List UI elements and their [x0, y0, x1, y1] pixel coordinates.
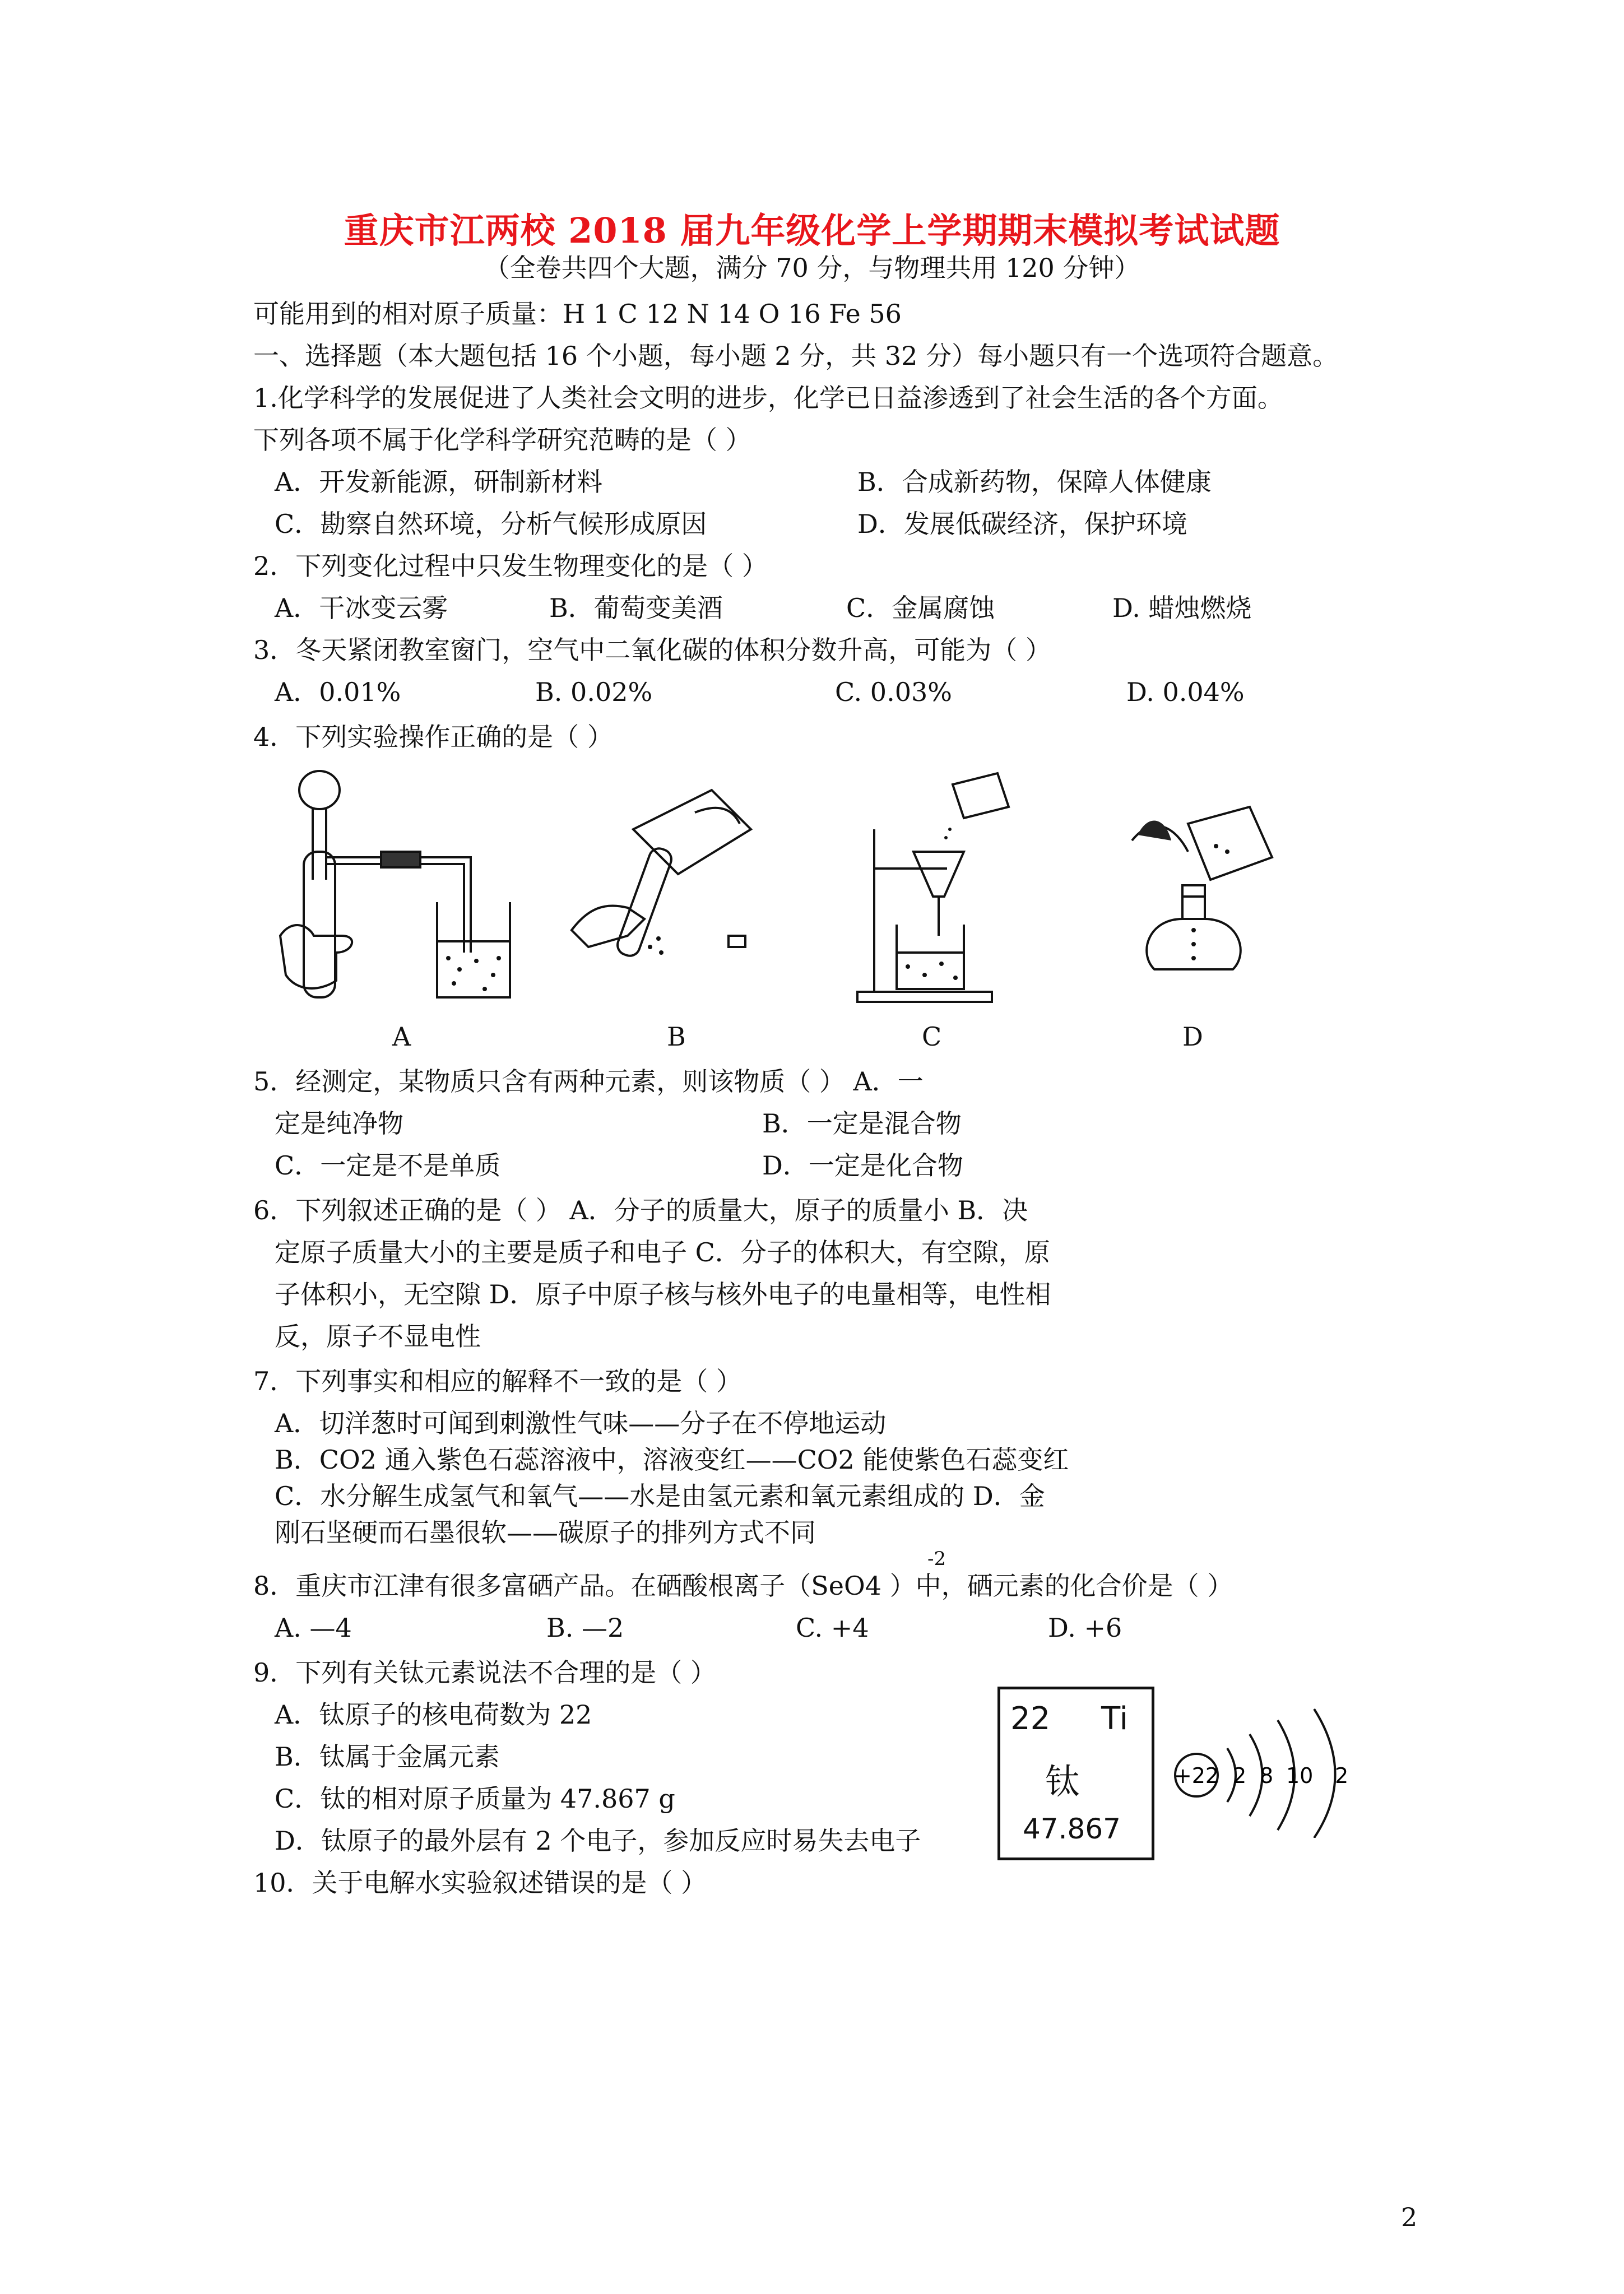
- q2-option-b: B．葡萄变美酒: [549, 593, 723, 623]
- q8-stem: 8．重庆市江津有很多富硒产品。在硒酸根离子（SeO4 ）中，硒元素的化合价是（ ）: [253, 1571, 1233, 1601]
- q6-line3: 子体积小，无空隙 D．原子中原子核与核外电子的电量相等，电性相: [275, 1279, 1051, 1309]
- figure-b-pouring-liquid: [566, 768, 790, 1009]
- q3-option-b: B. 0.02%: [535, 677, 653, 707]
- q6-line2: 定原子质量大小的主要是质子和电子 C．分子的体积大，有空隙，原: [275, 1237, 1050, 1267]
- q7-option-c: C．水分解生成氢气和氧气——水是由氢元素和氧元素组成的 D．金: [275, 1481, 1045, 1511]
- element-name: 钛: [1045, 1761, 1080, 1802]
- q8-option-c: C. +4: [796, 1613, 869, 1643]
- figure-d-alcohol-lamp: [1126, 768, 1294, 1009]
- atom-shell-3: 10: [1286, 1763, 1314, 1788]
- atom-shell-4: 2: [1335, 1763, 1349, 1788]
- q2-option-a: A．干冰变云雾: [275, 593, 448, 623]
- figure-c-filtration: [852, 768, 1042, 1009]
- q2-stem: 2．下列变化过程中只发生物理变化的是（ ）: [253, 551, 768, 581]
- element-atomic-number: 22: [1010, 1701, 1051, 1737]
- q3-option-a: A．0.01%: [275, 677, 401, 707]
- q9-option-d: D．钛原子的最外层有 2 个电子，参加反应时易失去电子: [275, 1826, 921, 1856]
- atom-shell-1: 2: [1233, 1763, 1247, 1788]
- q9-option-a: A．钛原子的核电荷数为 22: [275, 1699, 592, 1730]
- element-symbol: Ti: [1101, 1701, 1129, 1737]
- q9-stem: 9．下列有关钛元素说法不合理的是（ ）: [253, 1657, 716, 1688]
- figure-d-label: D: [1182, 1021, 1203, 1052]
- q10-stem: 10．关于电解水实验叙述错误的是（ ）: [253, 1868, 707, 1898]
- q1-option-c: C．勘察自然环境，分析气候形成原因: [275, 509, 707, 539]
- q7-stem: 7．下列事实和相应的解释不一致的是（ ）: [253, 1366, 742, 1396]
- atom-structure-diagram: [1166, 1698, 1379, 1838]
- q2-option-c: C．金属腐蚀: [846, 593, 995, 623]
- q5-stem-line1: 5．经测定，某物质只含有两种元素，则该物质（ ） A．一: [253, 1066, 924, 1097]
- section-heading: 一、选择题（本大题包括 16 个小题，每小题 2 分，共 32 分）每小题只有一个选项符合题意。: [253, 341, 1339, 371]
- figure-b-label: B: [667, 1021, 686, 1052]
- q3-option-d: D. 0.04%: [1126, 677, 1245, 707]
- element-atomic-mass: 47.867: [1023, 1813, 1121, 1845]
- q8-option-d: D. +6: [1048, 1613, 1122, 1643]
- q4-stem: 4．下列实验操作正确的是（ ）: [253, 722, 613, 752]
- q2-option-d: D. 蜡烛燃烧: [1112, 593, 1252, 623]
- q5-stem-line2: 定是纯净物: [275, 1108, 403, 1139]
- q8-option-b: B. —2: [546, 1613, 624, 1643]
- q1-stem-line1: 1.化学科学的发展促进了人类社会文明的进步，化学已日益渗透到了社会生活的各个方面。: [253, 383, 1283, 413]
- q3-stem: 3．冬天紧闭教室窗门，空气中二氧化碳的体积分数升高，可能为（ ）: [253, 635, 1051, 665]
- q1-option-d: D．发展低碳经济，保护环境: [857, 509, 1187, 539]
- q1-option-b: B．合成新药物，保障人体健康: [857, 467, 1212, 497]
- atom-shell-2: 8: [1260, 1763, 1274, 1788]
- page-number: 2: [1401, 2202, 1418, 2232]
- q5-option-d: D．一定是化合物: [762, 1150, 963, 1181]
- q8-ion-charge: -2: [927, 1548, 946, 1570]
- q5-option-c: C．一定是不是单质: [275, 1150, 501, 1181]
- page-subtitle: （全卷共四个大题，满分 70 分，与物理共用 120 分钟）: [484, 253, 1140, 283]
- q7-option-a: A．切洋葱时可闻到刺激性气味——分子在不停地运动: [275, 1408, 887, 1438]
- q5-option-b: B．一定是混合物: [762, 1108, 962, 1139]
- atom-nucleus-charge: +22: [1173, 1763, 1219, 1788]
- q7-option-c-continued: 刚石坚硬而石墨很软——碳原子的排列方式不同: [275, 1517, 816, 1548]
- q6-line1: 6．下列叙述正确的是（ ） A．分子的质量大，原子的质量小 B．决: [253, 1195, 1028, 1225]
- q6-line4: 反，原子不显电性: [275, 1321, 481, 1352]
- q1-option-a: A．开发新能源，研制新材料: [275, 467, 603, 497]
- q7-option-b: B．CO2 通入紫色石蕊溶液中，溶液变红——CO2 能使紫色石蕊变红: [275, 1445, 1069, 1475]
- atomic-masses: 可能用到的相对原子质量：H 1 C 12 N 14 O 16 Fe 56: [253, 299, 902, 329]
- figure-c-label: C: [922, 1021, 942, 1052]
- q3-option-c: C. 0.03%: [835, 677, 952, 707]
- element-card-titanium: [997, 1687, 1154, 1860]
- q1-stem-line2: 下列各项不属于化学科学研究范畴的是（ ）: [253, 425, 751, 455]
- q9-option-b: B．钛属于金属元素: [275, 1742, 500, 1772]
- figure-a-label: A: [392, 1021, 411, 1052]
- q9-option-c: C．钛的相对原子质量为 47.867 g: [275, 1784, 675, 1814]
- figure-a-airtight-check: [275, 768, 521, 1009]
- q8-option-a: A. —4: [275, 1613, 352, 1643]
- page-title: 重庆市江两校 2018 届九年级化学上学期期末模拟考试试题: [344, 210, 1280, 251]
